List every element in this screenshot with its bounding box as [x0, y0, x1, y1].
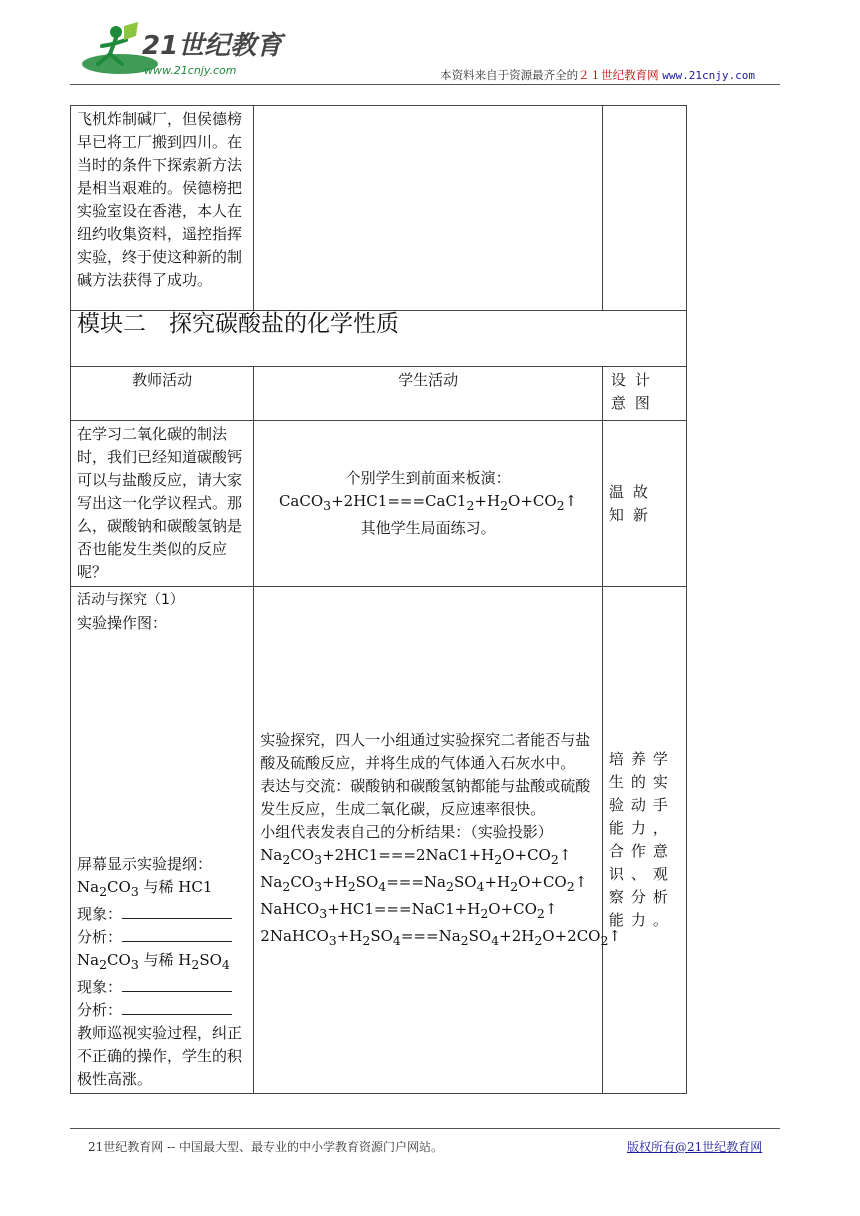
outline-item-h2so4: $Na_2CO_3$ 与稀 $H_2SO_4$ [77, 951, 230, 972]
blank-line [122, 904, 232, 919]
diagram-placeholder [77, 635, 247, 853]
outline-analysis-2: 分析： [77, 999, 247, 1022]
review-intent: 温故知新 [602, 421, 686, 587]
header-note-url[interactable]: www.21cnjy.com [662, 69, 755, 82]
column-header-row [71, 367, 687, 421]
outline-analysis-1: 分析： [77, 926, 247, 949]
svg-text:www.21cnjy.com: www.21cnjy.com [144, 64, 237, 77]
header-student: 学生活动 [254, 367, 603, 421]
student-paragraph-1: 实验探究，四人一小组通过实验探究二者能否与盐酸及硫酸反应，并将生成的气体通入石灰水中。 [260, 730, 591, 772]
continuation-text: 飞机炸制碱厂，但侯德榜早已将工厂搬到四川。在当时的条件下探索新方法是相当艰难的。侯德榜把实验室设在香港，本人在纽约收集资料，遥控指挥实验，终于使这种新的制碱方法获得了成功。 [71, 106, 254, 311]
header-note [440, 67, 755, 83]
blank-line [122, 977, 232, 992]
outline-phenomenon-2: 现象： [77, 976, 247, 999]
footer-text: 21世纪教育网 -- 中国最大型、最专业的中小学教育资源门户网站。 [88, 1140, 444, 1154]
continuation-student-cell [254, 106, 603, 311]
page-header [0, 0, 860, 90]
review-student-line3: 其他学生局面练习。 [360, 519, 496, 537]
header-teacher: 教师活动 [71, 367, 254, 421]
blank-line [122, 927, 232, 942]
outline-phenomenon-1: 现象： [77, 903, 247, 926]
activity-student [254, 587, 621, 1094]
header-intent: 设计意图 [602, 367, 686, 421]
outline-item-hcl: $Na_2CO_3$ 与稀 HC1 [77, 878, 213, 899]
student-paragraph-3: 小组代表发表自己的分析结果：（实验投影） [260, 822, 553, 841]
activity-intent: 培养学生的实验动手能力，合作意识、观察分析能力。 [602, 587, 686, 1094]
site-logo [80, 20, 290, 82]
activity-row [71, 587, 687, 1094]
equation-3: $NaHCO_3+HC1===NaC1+H_2O+CO_2↑$ [260, 899, 558, 921]
header-note-prefix: 本资料来自于资源最齐全的 [440, 68, 579, 82]
header-note-site: ２１世纪教育网 [578, 68, 659, 82]
footer-divider [70, 1128, 780, 1129]
review-equation: $CaCO_3+2HC1===CaC1_2+H_2O+CO_2↑$ [278, 492, 578, 513]
outline-label: 屏幕显示实验提纲： [77, 855, 213, 873]
module-title: 模块二 探究碳酸盐的化学性质 [71, 311, 687, 367]
student-paragraph-2: 表达与交流：碳酸钠和碳酸氢钠都能与盐酸或硫酸发生反应，生成二氧化碳，反应速率很快。 [260, 776, 591, 818]
continuation-intent-cell [602, 106, 686, 311]
module-title-row [71, 311, 687, 367]
continuation-row [71, 106, 687, 311]
review-student [254, 421, 603, 587]
review-student-line1: 个别学生到前面来板演： [345, 469, 511, 487]
review-row [71, 421, 687, 587]
equation-1: $Na_2CO_3+2HC1===2NaC1+H_2O+CO_2↑$ [260, 845, 572, 867]
svg-text:21世纪教育: 21世纪教育 [142, 31, 283, 61]
footer-copyright-link[interactable]: 版权所有@21世纪教育网 [627, 1140, 763, 1154]
activity-title: 活动与探究（1） [77, 592, 184, 608]
review-teacher: 在学习二氧化碳的制法时，我们已经知道碳酸钙可以与盐酸反应，请大家写出这一化学议程式。那么，碳酸钠和碳酸氢钠是否也能发生类似的反应呢？ [71, 421, 254, 587]
teacher-note: 教师巡视实验过程，纠正不正确的操作，学生的积极性高涨。 [77, 1024, 243, 1088]
blank-line [122, 1000, 232, 1015]
header-divider [70, 84, 780, 85]
equation-4: $2NaHCO_3+H_2SO_4===Na_2SO_4+2H_2O+2CO_2↑$ [260, 926, 621, 948]
diagram-label: 实验操作图： [77, 614, 168, 632]
activity-teacher [71, 587, 254, 1094]
equation-2: $Na_2CO_3+H_2SO_4===Na_2SO_4+H_2O+CO_2↑$ [260, 872, 588, 894]
lesson-table [70, 105, 687, 1094]
